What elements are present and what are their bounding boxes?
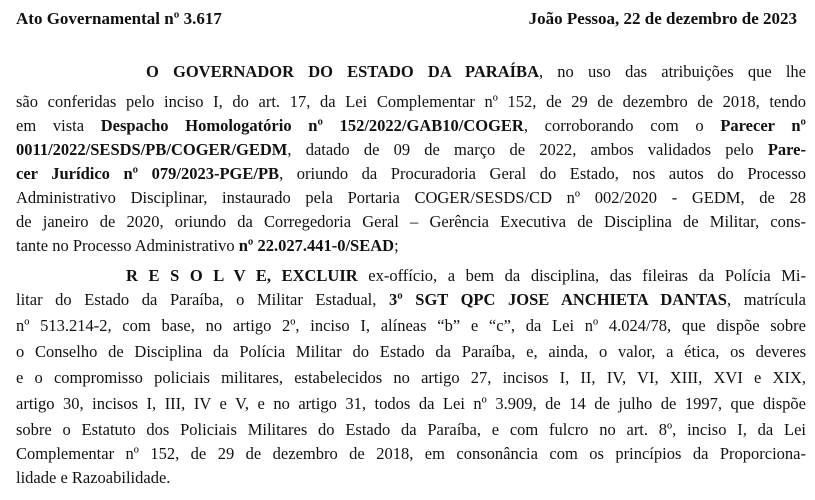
act-number: Ato Governamental nº 3.617 <box>16 9 222 28</box>
p2-line-2: litar do Estado da Paraíba, o Militar Estadual, 3º SGT QPC JOSE ANCHIETA DANTAS, matrícula <box>16 290 807 309</box>
p2-line-6: artigo 30, incisos I, III, IV e V, e no artigo 31, todos da Lei nº 3.909, de 14 de julho de 1997, que dispõe <box>16 394 806 413</box>
p2-line-8: Complementar nº 152, de 29 de dezembro de 2018, em consonância com os princípios da Proporciona- <box>16 444 806 463</box>
act-header <box>16 8 797 30</box>
p2-line-5: e o compromisso policiais militares, estabelecidos no artigo 27, incisos I, II, IV, VI, XIII, XVI e XIX, <box>16 368 806 387</box>
p1-line-5: cer Jurídico nº 079/2023-PGE/PB, oriundo da Procuradoria Geral do Estado, nos autos do Processo <box>16 164 806 183</box>
military-name: 3º SGT QPC JOSE ANCHIETA DANTAS <box>388 290 727 309</box>
p1-line-6: Administrativo Disciplinar, instaurado pela Portaria COGER/SESDS/CD nº 002/2020 - GEDM, de 28 <box>16 188 806 207</box>
p1-line-7: de janeiro de 2020, oriundo da Corregedoria Geral – Gerência Executiva de Disciplina de Militar, cons- <box>16 212 806 231</box>
resolve-exclude: R E S O L V E, EXCLUIR <box>126 266 358 285</box>
parecer-ref: 0011/2022/SESDS/PB/COGER/GEDM <box>16 140 288 159</box>
p1-line-1: O GOVERNADOR DO ESTADO DA PARAÍBA, no uso das atribuições que lhe <box>146 62 806 81</box>
p2-line-7: sobre o Estatuto dos Policiais Militares do Estado da Paraíba, e com fulcro no art. 8º, inciso I, da Lei <box>16 420 806 439</box>
p2-line-1: R E S O L V E, EXCLUIR ex-offício, a bem da disciplina, das fileiras da Polícia Mi- <box>126 266 807 285</box>
p2-line-9: lidade e Razoabilidade. <box>16 468 171 487</box>
p1-line-3: em vista Despacho Homologatório nº 152/2022/GAB10/COGER, corroborando com o Parecer nº <box>16 116 806 135</box>
process-number: nº 22.027.441-0/SEAD <box>238 236 395 255</box>
p1-line-8: tante no Processo Administrativo nº 22.027.441-0/SEAD; <box>16 236 399 255</box>
place-date: João Pessoa, 22 de dezembro de 2023 <box>528 9 797 28</box>
p1-line-4: 0011/2022/SESDS/PB/COGER/GEDM, datado de 09 de março de 2022, ambos validados pelo Pare- <box>16 140 806 159</box>
parecer-juridico-ref: cer Jurídico nº 079/2023-PGE/PB <box>16 164 280 183</box>
governor-title: O GOVERNADOR DO ESTADO DA PARAÍBA <box>146 62 539 81</box>
p2-line-4: o Conselho de Disciplina da Polícia Militar do Estado da Paraíba, e, ainda, o valor, a ética, os deveres <box>16 342 806 361</box>
parecer-label: Parecer nº <box>720 116 806 135</box>
p1-line-2: são conferidas pelo inciso I, do art. 17, da Lei Complementar nº 152, de 29 de dezembro de 2018, tendo <box>16 92 806 111</box>
p2-line-3: nº 513.214-2, com base, no artigo 2º, inciso I, alíneas “b” e “c”, da Lei nº 4.024/78, que dispõe sobre <box>16 316 806 335</box>
despacho-ref: Despacho Homologatório nº 152/2022/GAB10/COGER <box>100 116 524 135</box>
